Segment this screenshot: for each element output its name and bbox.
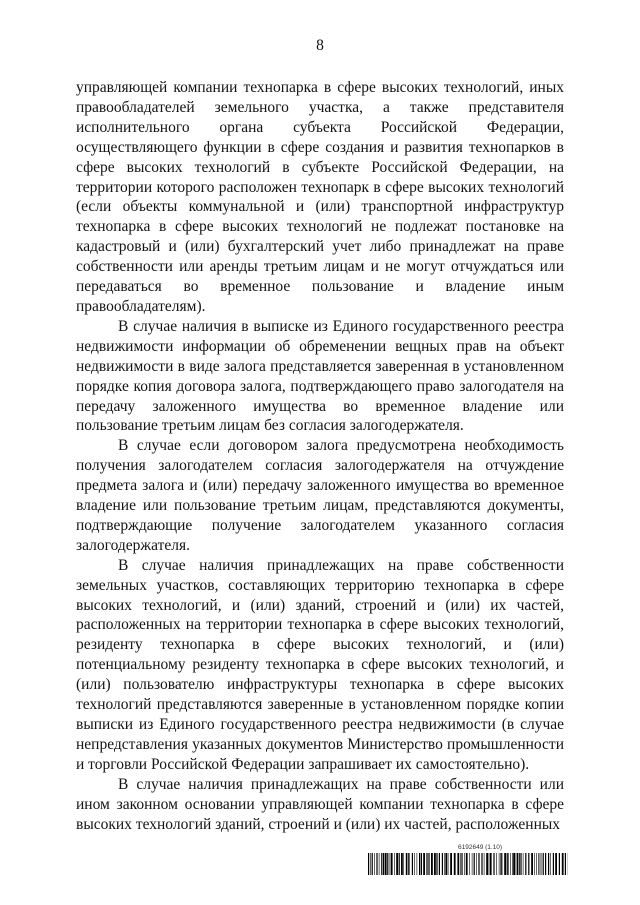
barcode-bar (401, 853, 403, 875)
barcode-bar (419, 853, 420, 875)
barcode-bar (414, 853, 415, 875)
barcode-bar (390, 853, 391, 875)
barcode-bar (536, 853, 537, 875)
barcode-bar (406, 853, 407, 875)
barcode-bar (457, 853, 459, 875)
barcode-bar (484, 853, 485, 875)
barcode-bar (545, 853, 546, 875)
barcode-bar (555, 853, 557, 875)
barcode-bar (372, 853, 373, 875)
barcode-bar (462, 853, 463, 875)
barcode-bar (548, 853, 549, 875)
barcode-bar (469, 853, 470, 875)
barcode-bar (403, 853, 404, 875)
barcode-bar (543, 853, 544, 875)
barcode-bar (448, 853, 449, 875)
barcode-bar (460, 853, 461, 875)
paragraph-4: В случае наличия принадлежащих на праве собственности земельных участков, составляющих территорию технопарка в сфере высоких технологий, и (или) зданий, строений и (или) их частей, расположенных на территории технопарка в сфере высоких технологий, резиденту технопарка в сфере высоких технологий, и (или) потенциальному резиденту технопарка в сфере высоких технологий, и (или) пользователю инфраструктуры технопарка в сфере высоких технологий представляются заверенные в установленном порядке копии выписки из Единого государственного реестра недвижимости (в случае непредставления указанных документов Министерство промышленности и торговли Российской Федерации запрашивает их самостоятельно). (76, 556, 564, 773)
barcode-bar (379, 853, 380, 875)
barcode-bar (396, 853, 398, 875)
barcode-bar (426, 853, 427, 875)
barcode-bar (531, 853, 533, 875)
barcode-bar (510, 853, 511, 875)
barcode-bar (519, 853, 520, 875)
barcode-bar (439, 853, 440, 875)
barcode-bar (507, 853, 508, 875)
barcode-bar (538, 853, 539, 875)
barcode-bar (427, 853, 428, 875)
barcode-bar (520, 853, 521, 875)
barcode-bar (512, 853, 513, 875)
barcode-bar (385, 853, 387, 875)
barcode-bar (523, 853, 524, 875)
barcode-bar (423, 853, 425, 875)
paragraph-5: В случае наличия принадлежащих на праве собственности или ином законном основании управляющей компании технопарка в сфере высоких технологий зданий, строений и (или) их частей, расположенных (76, 775, 564, 833)
barcode-bar (436, 853, 437, 875)
paragraph-3: В случае если договором залога предусмотрена необходимость получения залогодателем согласия залогодержателя на отчуждение предмета залога и (или) передачу заложенного имущества во временное владение или пользование третьим лицам, представляются документы, подтверждающие получение залогодателем указанного согласия залогодержателя. (76, 437, 564, 554)
barcode-bar (559, 853, 560, 875)
barcode-bar (565, 853, 566, 875)
barcode-bar (370, 853, 371, 875)
barcode-bar (500, 853, 501, 875)
paragraph-2: В случае наличия в выписке из Единого государственного реестра недвижимости информации об обременении вещных прав на объект недвижимости в виде залога представляется заверенная в установленном порядке копия договора залога, подтверждающего право залогодателя на передачу заложенного имущества во временное владение или пользование третьим лицам без согласия залогодержателя. (76, 317, 564, 435)
barcode-bar (408, 853, 409, 875)
barcode-bar (450, 853, 452, 875)
barcode-bar (493, 853, 494, 875)
barcode-bar (534, 853, 535, 875)
barcode-bar (445, 853, 447, 875)
barcode-bar (431, 853, 433, 875)
barcode-bar (541, 853, 542, 875)
barcode-bar (421, 853, 422, 875)
barcode-bar (374, 853, 375, 875)
barcode-bar (394, 853, 395, 875)
barcode-bar (472, 853, 473, 875)
barcode-bar (489, 853, 490, 875)
barcode-bar (486, 853, 488, 875)
document-code: 6192649 (1.10) (458, 844, 503, 851)
barcode-bar (553, 853, 554, 875)
barcode-bar (464, 853, 465, 875)
barcode-bar (381, 853, 382, 875)
barcode-bar (417, 853, 418, 875)
barcode-bar (478, 853, 479, 875)
barcode-bar (525, 853, 526, 875)
barcode-bar (540, 853, 541, 875)
barcode-bar (444, 853, 445, 875)
barcode-bar (466, 853, 468, 875)
barcode-bar (528, 853, 529, 875)
barcode-bar (454, 853, 456, 875)
barcode-bar (474, 853, 475, 875)
barcode-bar (368, 853, 369, 875)
barcode-bar (429, 853, 430, 875)
barcode-bar (562, 853, 564, 875)
barcode-bar (376, 853, 377, 875)
barcode-bar (399, 853, 400, 875)
barcode-bar (550, 853, 551, 875)
barcode-bar (412, 853, 413, 875)
barcode-bar (517, 853, 518, 875)
barcode-bar (501, 853, 502, 875)
barcode-bar (391, 853, 393, 875)
barcode-bar (496, 853, 497, 875)
barcode-bar (490, 853, 492, 875)
barcode-bar (481, 853, 482, 875)
barcode-bar (442, 853, 443, 875)
barcode-bar (476, 853, 477, 875)
barcode-bar (504, 853, 506, 875)
barcode-bar (383, 853, 384, 875)
barcode-bar (508, 853, 509, 875)
barcode-image (368, 853, 568, 875)
barcode-bar (409, 853, 410, 875)
barcode-bar (516, 853, 517, 875)
document-body (76, 78, 564, 834)
barcode-bar (499, 853, 500, 875)
barcode-bar (387, 853, 388, 875)
barcode-bar (434, 853, 436, 875)
paragraph-1: управляющей компании технопарка в сфере высоких технологий, иных правообладателей земельного участка, а также представителя исполнительного органа субъекта Российской Федерации, осуществляющего функции в сфере создания и развития технопарков в сфере высоких технологий в субъекте Российской Федерации, на территории которого расположен технопарк в сфере высоких технологий (если объекты коммунальной и (или) транспортной инфраструктур технопарка в сфере высоких технологий не подлежат постановке на кадастровый и (или) бухгалтерский учет либо принадлежат на праве собственности или аренды третьим лицам и не могут отчуждаться или передаваться во временное пользование и владение иным правообладателям). (76, 79, 564, 315)
page-number: 8 (316, 37, 324, 54)
barcode-bar (513, 853, 515, 875)
